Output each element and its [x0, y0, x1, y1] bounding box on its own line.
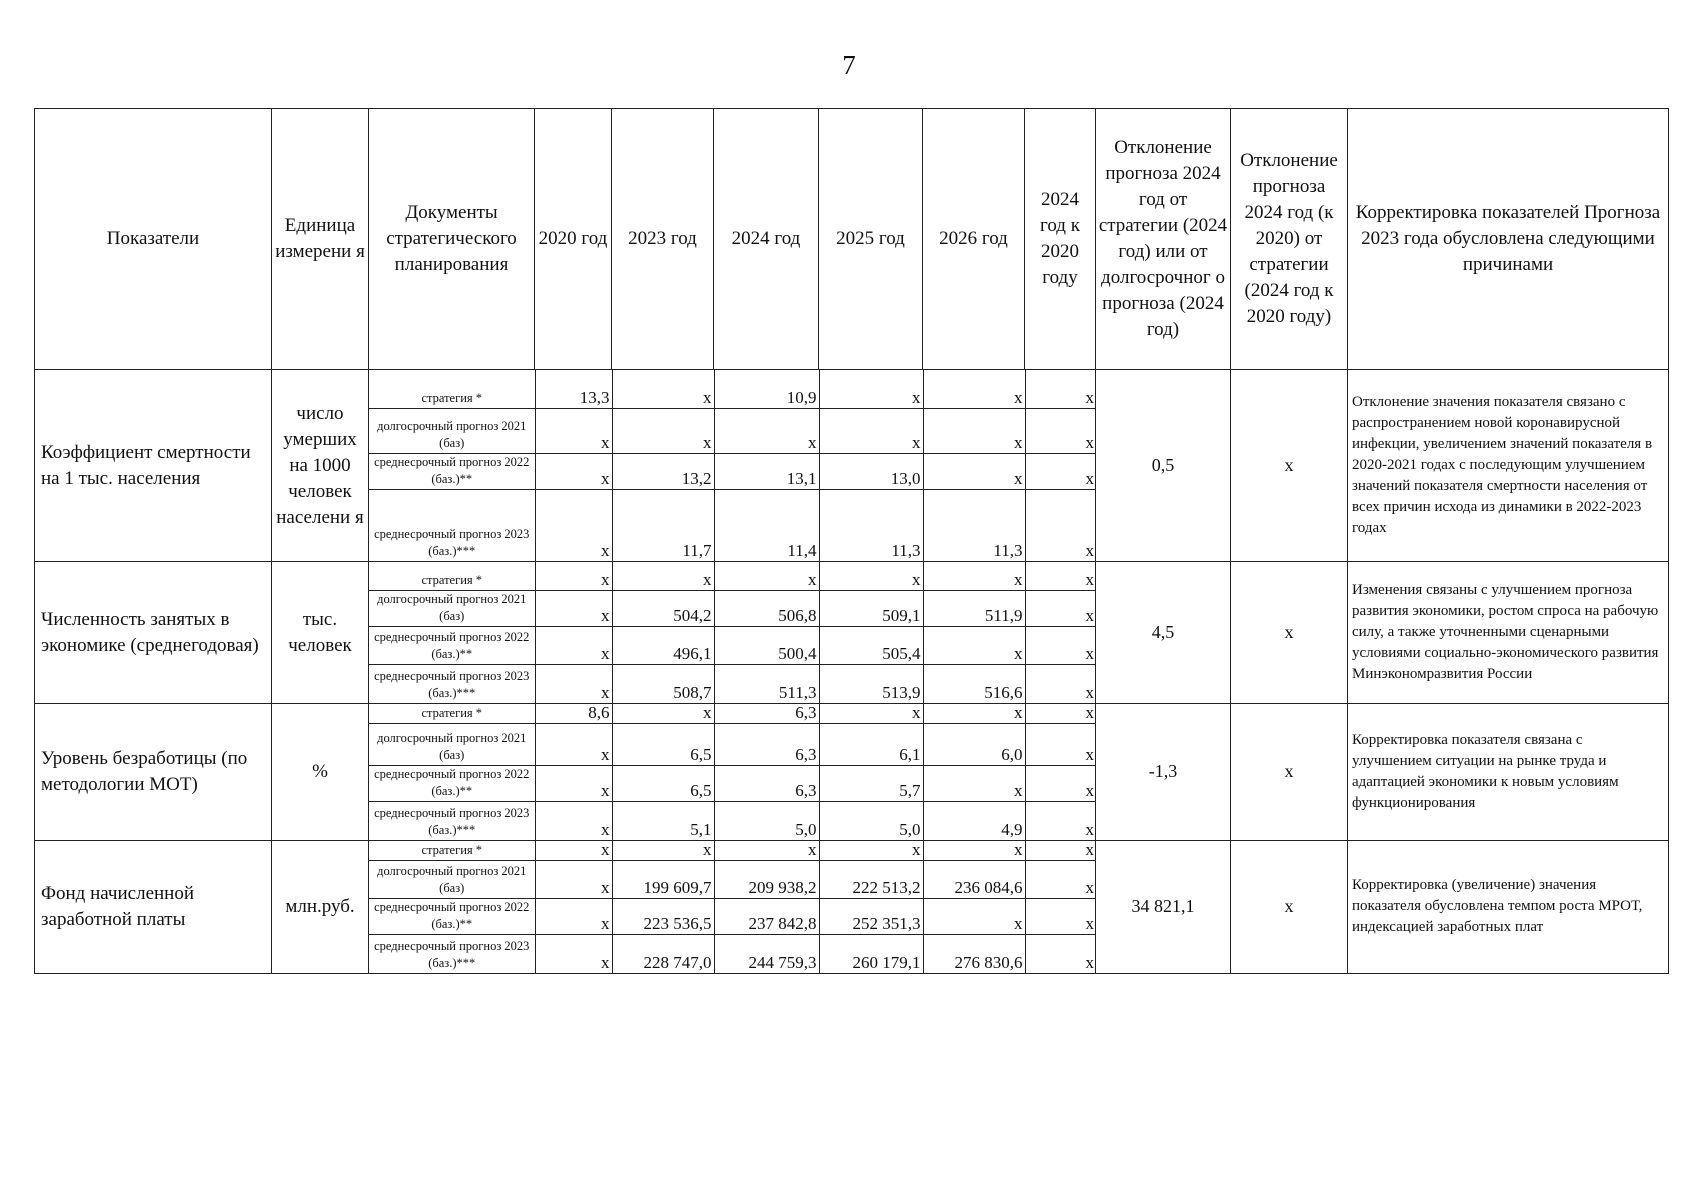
planning-document: стратегия *: [369, 841, 535, 861]
value-2023: 508,7: [612, 664, 714, 703]
header-deviation-strategy: Отклонение прогноза 2024 год (к 2020) от стратегии (2024 год к 2020 году): [1231, 109, 1348, 370]
indicator-name: Фонд начисленной заработной платы: [35, 840, 272, 974]
value-2023: х: [612, 841, 714, 861]
indicator-group-row: [35, 562, 1669, 704]
value-ratio: х: [1025, 562, 1096, 590]
planning-document: долгосрочный прогноз 2021 (баз): [369, 860, 535, 898]
deviation-forecast: 4,5: [1096, 562, 1231, 704]
value-2026: 511,9: [923, 590, 1025, 626]
indicator-group-row: [35, 840, 1669, 974]
value-2020: х: [535, 766, 612, 802]
value-2024: 500,4: [714, 626, 819, 664]
planning-document: стратегия *: [369, 370, 535, 408]
value-2024: 6,3: [714, 724, 819, 766]
value-2026: х: [923, 898, 1025, 934]
unit-of-measure: тыс. человек: [272, 562, 369, 704]
planning-document: долгосрочный прогноз 2021 (баз): [369, 408, 535, 453]
header-docs: Документы стратегического планирования: [369, 109, 535, 370]
header-2020: 2020 год: [535, 109, 612, 370]
table-row: [369, 841, 1096, 861]
value-2020: х: [535, 841, 612, 861]
value-2020: х: [535, 626, 612, 664]
value-2024: 6,3: [714, 704, 819, 724]
table-row: [369, 704, 1096, 724]
table-row: [369, 590, 1096, 626]
value-2025: 260 179,1: [819, 934, 923, 973]
values-block: [369, 840, 1096, 974]
value-2024: х: [714, 562, 819, 590]
value-2025: х: [819, 841, 923, 861]
value-ratio: х: [1025, 704, 1096, 724]
indicator-group-row: [35, 704, 1669, 841]
value-2025: 252 351,3: [819, 898, 923, 934]
value-2026: 6,0: [923, 724, 1025, 766]
value-2026: 516,6: [923, 664, 1025, 703]
value-ratio: х: [1085, 541, 1094, 560]
value-2025: х: [819, 370, 923, 408]
planning-document: стратегия *: [369, 704, 535, 724]
table-row: [369, 766, 1096, 802]
deviation-forecast: 0,5: [1096, 370, 1231, 562]
value-2024: 6,3: [714, 766, 819, 802]
value-ratio: х: [1025, 898, 1096, 934]
value-2020: 8,6: [535, 704, 612, 724]
header-2026: 2026 год: [923, 109, 1025, 370]
value-2026: х: [923, 562, 1025, 590]
reason-text: Корректировка (увеличение) значения показателя обусловлена темпом роста МРОТ, индексацией заработных плат: [1348, 840, 1669, 974]
value-2026: 276 830,6: [923, 934, 1025, 973]
value-2023: х: [612, 704, 714, 724]
value-2025: 513,9: [819, 664, 923, 703]
value-ratio: х: [1085, 953, 1094, 972]
table-row: [369, 626, 1096, 664]
value-2023: 199 609,7: [612, 860, 714, 898]
value-2020: х: [535, 934, 612, 973]
table-row: [369, 370, 1096, 408]
value-2025: 11,3: [819, 489, 923, 561]
value-2023: х: [612, 408, 714, 453]
planning-document: среднесрочный прогноз 2023 (баз.)***: [369, 934, 535, 973]
deviation-forecast: 34 821,1: [1096, 840, 1231, 974]
value-2023: х: [612, 370, 714, 408]
value-2026: х: [923, 766, 1025, 802]
value-2023: 6,5: [612, 766, 714, 802]
value-2026: х: [923, 453, 1025, 489]
value-2025: х: [819, 408, 923, 453]
reason-text: Изменения связаны с улучшением прогноза развития экономики, ростом спроса на рабочую силу, а также уточненными сценарными условиями социально-экономического развития Минэкономразвития России: [1348, 562, 1669, 704]
deviation-strategy: х: [1231, 704, 1348, 841]
value-2024: х: [714, 841, 819, 861]
value-2023: 496,1: [612, 626, 714, 664]
value-2020: х: [535, 664, 612, 703]
value-2025: 13,0: [819, 453, 923, 489]
table-row: [369, 898, 1096, 934]
value-2023: 504,2: [612, 590, 714, 626]
header-row: [35, 109, 1669, 370]
value-ratio: х: [1025, 370, 1096, 408]
header-deviation-forecast: Отклонение прогноза 2024 год от стратегии (2024 год) или от долгосрочног о прогноза (2024 год): [1096, 109, 1231, 370]
value-2023: 5,1: [612, 802, 714, 840]
values-block: [369, 370, 1096, 562]
value-2020: х: [535, 562, 612, 590]
value-2026: х: [923, 370, 1025, 408]
value-2025: х: [819, 704, 923, 724]
table-row: [369, 664, 1096, 703]
value-2026: 11,3: [923, 489, 1025, 561]
value-2020: х: [535, 860, 612, 898]
value-2023: х: [612, 562, 714, 590]
value-2024: 10,9: [714, 370, 819, 408]
planning-document: среднесрочный прогноз 2022 (баз.)**: [369, 453, 535, 489]
value-ratio: х: [1085, 819, 1094, 839]
unit-of-measure: число умерших на 1000 человек населени я: [272, 370, 369, 562]
planning-document: долгосрочный прогноз 2021 (баз): [369, 590, 535, 626]
table-row: [369, 724, 1096, 766]
indicator-name: Численность занятых в экономике (среднегодовая): [35, 562, 272, 704]
value-2020: х: [535, 898, 612, 934]
value-ratio: х: [1025, 408, 1096, 453]
value-2020: х: [535, 802, 612, 840]
table-row: [369, 802, 1096, 840]
values-block: [369, 704, 1096, 841]
value-2023: 13,2: [612, 453, 714, 489]
value-2026: х: [923, 626, 1025, 664]
value-2024: 209 938,2: [714, 860, 819, 898]
value-ratio: х: [1085, 683, 1094, 702]
unit-of-measure: млн.руб.: [272, 840, 369, 974]
value-2025: 6,1: [819, 724, 923, 766]
planning-document: среднесрочный прогноз 2022 (баз.)**: [369, 626, 535, 664]
unit-of-measure: %: [272, 704, 369, 841]
value-2025: 222 513,2: [819, 860, 923, 898]
value-2024: 13,1: [714, 453, 819, 489]
value-2025: х: [819, 562, 923, 590]
deviation-forecast: -1,3: [1096, 704, 1231, 841]
value-2025: 505,4: [819, 626, 923, 664]
value-2020: 13,3: [535, 370, 612, 408]
table-row: [369, 860, 1096, 898]
value-2025: 5,0: [819, 802, 923, 840]
value-ratio: х: [1025, 453, 1096, 489]
value-2024: 511,3: [714, 664, 819, 703]
header-ratio: 2024 год к 2020 году: [1025, 109, 1096, 370]
values-subtable: [369, 562, 1096, 703]
value-ratio: х: [1025, 860, 1096, 898]
values-subtable: [369, 841, 1096, 974]
planning-document: среднесрочный прогноз 2022 (баз.)**: [369, 898, 535, 934]
value-2020: х: [535, 724, 612, 766]
value-2024: 506,8: [714, 590, 819, 626]
value-ratio: х: [1025, 724, 1096, 766]
deviation-strategy: х: [1231, 370, 1348, 562]
value-2020: х: [535, 408, 612, 453]
page-number: 7: [842, 50, 856, 80]
indicator-name: Коэффициент смертности на 1 тыс. населения: [35, 370, 272, 562]
value-2026: х: [923, 841, 1025, 861]
header-indicator: Показатели: [35, 109, 272, 370]
value-ratio: х: [1025, 766, 1096, 802]
reason-text: Корректировка показателя связана с улучшением ситуации на рынке труда и адаптацией экономики к новым условиям функционирования: [1348, 704, 1669, 841]
table-row: [369, 453, 1096, 489]
header-2025: 2025 год: [819, 109, 923, 370]
indicator-name: Уровень безработицы (по методологии МОТ): [35, 704, 272, 841]
deviation-strategy: х: [1231, 562, 1348, 704]
deviation-strategy: х: [1231, 840, 1348, 974]
value-2023: 223 536,5: [612, 898, 714, 934]
reason-text: Отклонение значения показателя связано с распространением новой коронавирусной инфекции, увеличением значений показателя в 2020-2021 годах с последующим улучшением значений показателя смертности населения от всех причин исхода из динамики в 2022-2023 годах: [1348, 370, 1669, 562]
header-2023: 2023 год: [612, 109, 714, 370]
planning-document: среднесрочный прогноз 2023 (баз.)***: [369, 802, 535, 840]
value-2024: 5,0: [714, 802, 819, 840]
header-2024: 2024 год: [714, 109, 819, 370]
value-2023: 11,7: [612, 489, 714, 561]
value-ratio: х: [1025, 626, 1096, 664]
table-row: [369, 562, 1096, 590]
values-block: [369, 562, 1096, 704]
value-2023: 228 747,0: [612, 934, 714, 973]
planning-document: среднесрочный прогноз 2023 (баз.)***: [369, 664, 535, 703]
value-2024: 244 759,3: [714, 934, 819, 973]
planning-document: среднесрочный прогноз 2022 (баз.)**: [369, 766, 535, 802]
value-2026: х: [923, 704, 1025, 724]
value-2026: х: [923, 408, 1025, 453]
value-2023: 6,5: [612, 724, 714, 766]
value-2025: 509,1: [819, 590, 923, 626]
value-2024: 11,4: [714, 489, 819, 561]
indicator-group-row: [35, 370, 1669, 562]
values-subtable: [369, 704, 1096, 840]
value-ratio: х: [1025, 590, 1096, 626]
value-2020: х: [535, 489, 612, 561]
table-row: [369, 489, 1096, 561]
header-reason: Корректировка показателей Прогноза 2023 года обусловлена следующими причинами: [1348, 109, 1669, 370]
planning-document: среднесрочный прогноз 2023 (баз.)***: [369, 489, 535, 561]
value-2024: 237 842,8: [714, 898, 819, 934]
value-2026: 236 084,6: [923, 860, 1025, 898]
values-subtable: [369, 370, 1096, 561]
value-2026: 4,9: [923, 802, 1025, 840]
value-ratio: х: [1025, 841, 1096, 861]
value-2020: х: [535, 590, 612, 626]
value-2024: х: [714, 408, 819, 453]
table-row: [369, 408, 1096, 453]
forecast-table: [34, 108, 1669, 974]
value-2025: 5,7: [819, 766, 923, 802]
value-2020: х: [535, 453, 612, 489]
planning-document: стратегия *: [369, 562, 535, 590]
planning-document: долгосрочный прогноз 2021 (баз): [369, 724, 535, 766]
header-unit: Единица измерени я: [272, 109, 369, 370]
table-row: [369, 934, 1096, 973]
